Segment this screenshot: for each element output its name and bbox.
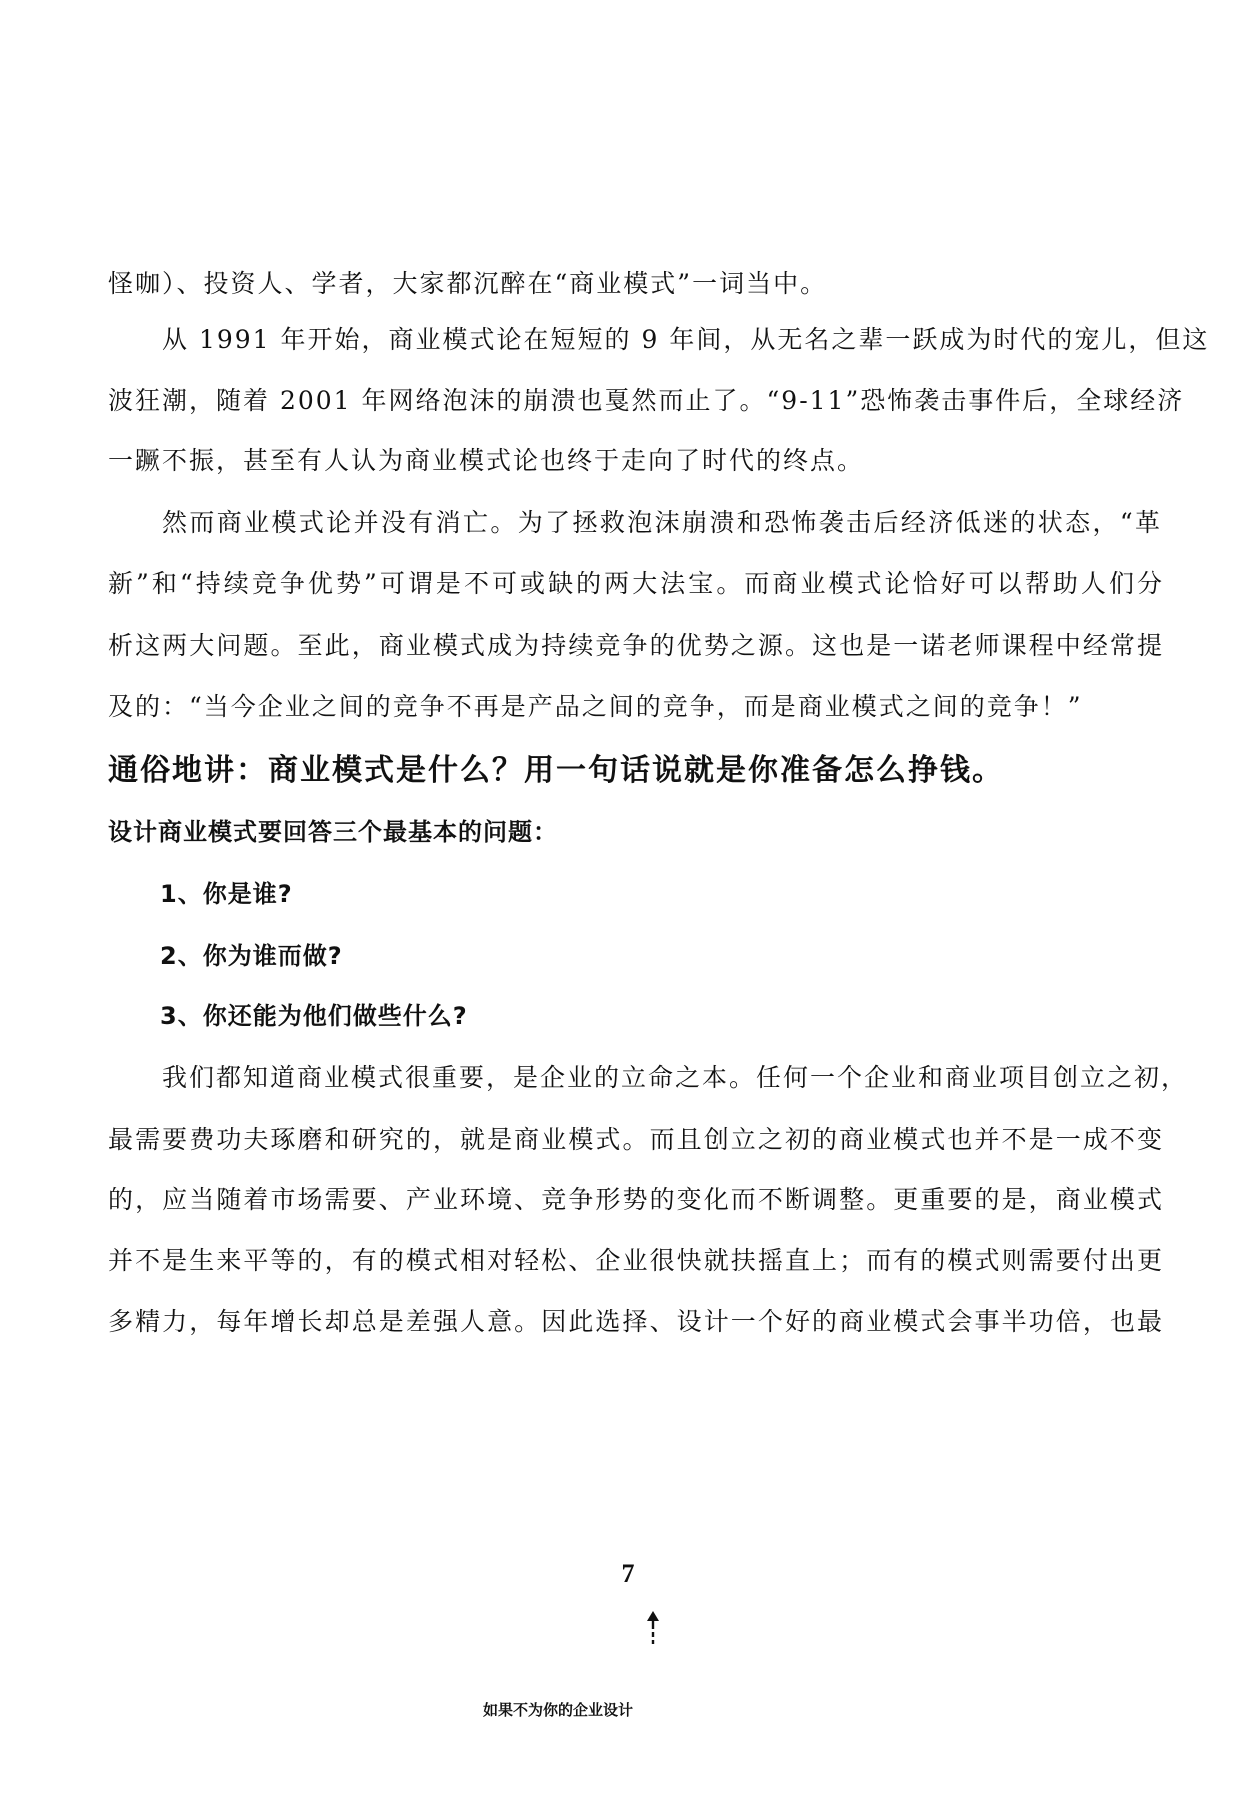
- paragraph-line: 怪咖）、投资人、学者，大家都沉醉在“商业模式”一词当中。: [108, 269, 828, 298]
- paragraph-line: 并不是生来平等的，有的模式相对轻松、企业很快就扶摇直上；而有的模式则需要付出更: [108, 1246, 1164, 1275]
- paragraph-line: 的，应当随着市场需要、产业环境、竞争形势的变化而不断调整。更重要的是，商业模式: [108, 1185, 1164, 1214]
- subheading: 设计商业模式要回答三个最基本的问题：: [108, 818, 558, 846]
- paragraph-line: 我们都知道商业模式很重要，是企业的立命之本。任何一个企业和商业项目创立之初，: [162, 1063, 1189, 1092]
- paragraph-line: 波狂潮，随着 2001 年网络泡沫的崩溃也戛然而止了。“9-11”恐怖袭击事件后，全球经济: [108, 386, 1185, 415]
- up-arrow-icon: [646, 1611, 660, 1645]
- paragraph-line: 及的：“当今企业之间的竞争不再是产品之间的竞争，而是商业模式之间的竞争！”: [108, 692, 1083, 721]
- paragraph-line: 新”和“持续竞争优势”可谓是不可或缺的两大法宝。而商业模式论恰好可以帮助人们分: [108, 569, 1164, 598]
- paragraph-line: 最需要费功夫琢磨和研究的，就是商业模式。而且创立之初的商业模式也并不是一成不变: [108, 1125, 1164, 1154]
- list-item: 1、你是谁?: [160, 880, 293, 908]
- paragraph-line: 从 1991 年开始，商业模式论在短短的 9 年间，从无名之辈一跃成为时代的宠儿，但这: [162, 325, 1210, 354]
- section-heading: 通俗地讲：商业模式是什么？用一句话说就是你准备怎么挣钱。: [108, 753, 1004, 788]
- footer-text: 如果不为你的企业设计: [483, 1701, 634, 1719]
- paragraph-line: 多精力，每年增长却总是差强人意。因此选择、设计一个好的商业模式会事半功倍，也最: [108, 1307, 1164, 1336]
- page-number: 7: [621, 1559, 635, 1588]
- paragraph-line: 然而商业模式论并没有消亡。为了拯救泡沫崩溃和恐怖袭击后经济低迷的状态，“革: [162, 508, 1162, 537]
- paragraph-line: 析这两大问题。至此，商业模式成为持续竞争的优势之源。这也是一诺老师课程中经常提: [108, 631, 1164, 660]
- list-item: 3、你还能为他们做些什么?: [160, 1002, 468, 1030]
- list-item: 2、你为谁而做?: [160, 942, 343, 970]
- paragraph-line: 一蹶不振，甚至有人认为商业模式论也终于走向了时代的终点。: [108, 446, 865, 475]
